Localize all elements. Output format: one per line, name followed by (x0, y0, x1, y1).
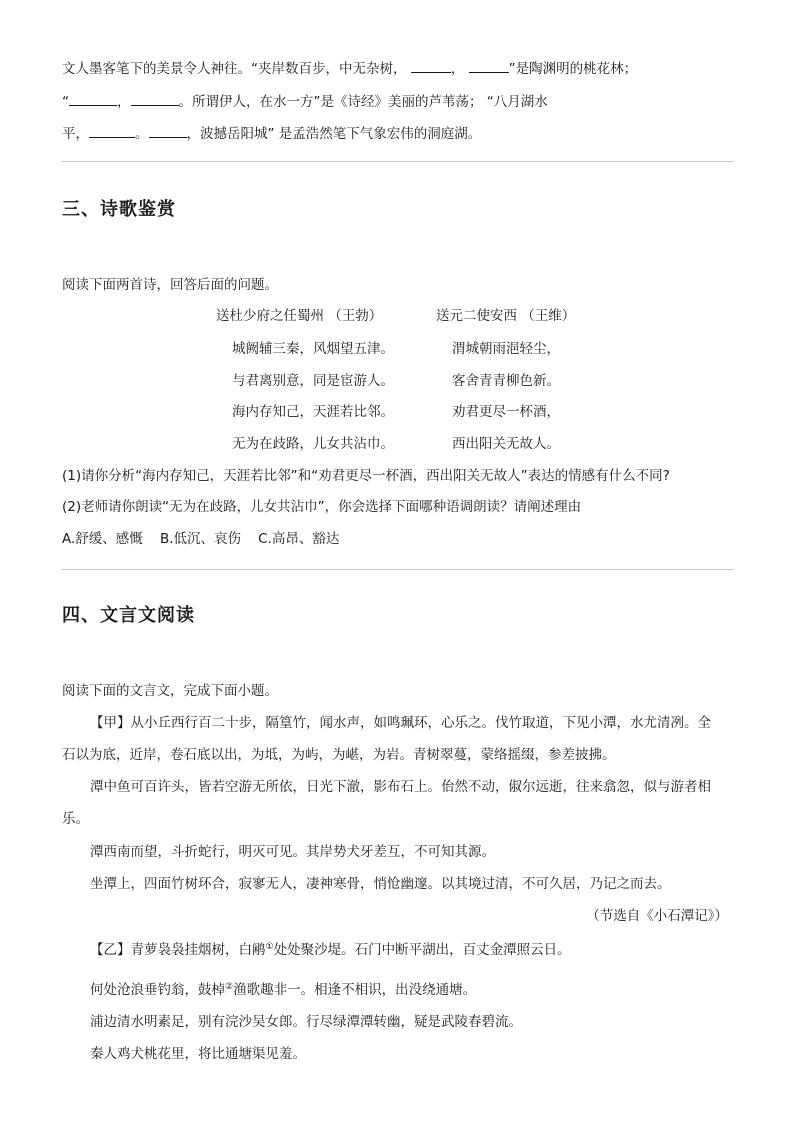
passage-line: 石以为底，近岸，卷石底以出，为坻，为屿，为嵁，为岩。青树翠蔓，蒙络摇缀，参差披拂。 (62, 747, 616, 763)
poem-yi-line (90, 980, 476, 1000)
section-heading-classical: 四、文言文阅读 (62, 605, 195, 626)
fill-text: 文人墨客笔下的美景令人神往。“夹岸数百步，中无杂树， (62, 61, 407, 77)
answer-blank[interactable] (69, 91, 117, 106)
footnote-marker: ② (225, 982, 234, 992)
passage-source: （节选自《小石潭记》） (586, 908, 728, 924)
question-2: (2)老师请你朗读“无为在歧路，儿女共沾巾”，你会选择下面哪种语调朗读？请阐述理由 (62, 499, 582, 515)
poem-line: 海内存知己，天涯若比邻。 (232, 404, 394, 420)
fill-text: 平， (62, 126, 89, 142)
poem-line: 客舍青青柳色新。 (452, 373, 560, 389)
poem-line: 渭城朝雨浥轻尘， (452, 341, 560, 357)
poem-text: 何处沧浪垂钓翁，鼓棹 (90, 982, 225, 998)
section-heading-poetry: 三、诗歌鉴赏 (62, 199, 176, 220)
answer-blank[interactable] (131, 91, 179, 106)
fill-text: ”是陶渊明的桃花林； (508, 61, 638, 77)
fill-text: 。 (135, 126, 149, 142)
poem-yi-line: 浦边清水明素足，别有浣沙吴女郎。行尽绿潭潭转幽，疑是武陵春碧流。 (90, 1014, 522, 1030)
fill-text: ， (117, 94, 131, 110)
poem-line: 城阙辅三秦，风烟望五津。 (232, 341, 394, 357)
question-1: (1)请你分析“海内存知己，天涯若比邻”和“劝君更尽一杯酒，西出阳关无故人”表达的情感有什么不同? (62, 468, 670, 484)
answer-blank[interactable] (149, 123, 187, 138)
answer-blank[interactable] (89, 123, 135, 138)
poem-line: 与君离别意，同是宦游人。 (232, 373, 394, 389)
answer-options: A.舒缓、感慨 B.低沉、哀伤 C.高昂、豁达 (62, 531, 340, 547)
passage-line: 乐。 (62, 811, 89, 827)
poem-text: 渔歌趣非一。相逢不相识，出没绕通塘。 (233, 982, 477, 998)
fill-text: 。所谓伊人，在水一方”是《诗经》美丽的芦苇荡； “八月湖水 (178, 94, 548, 110)
section-divider (62, 161, 734, 162)
fill-text: “ (62, 94, 69, 110)
poem-text: 处处聚沙堤。石门中断平湖出，百丈金潭照云日。 (273, 942, 571, 958)
passage-line: 【甲】从小丘西行百二十步，隔篁竹，闻水声，如鸣珮环，心乐之。伐竹取道，下见小潭，水尤清冽。全 (90, 715, 711, 731)
poem-title-2: 送元二使安西 （王维） (436, 308, 576, 324)
fill-blank-line-1 (62, 58, 637, 79)
fill-text: ， (450, 61, 465, 77)
fill-text: ，波撼岳阳城” 是孟浩然笔下气象宏伟的洞庭湖。 (186, 126, 482, 142)
poem-line: 劝君更尽一杯酒， (452, 404, 560, 420)
passage-line: 潭中鱼可百许头，皆若空游无所依，日光下澈，影布石上。佁然不动，俶尔远逝，往来翕忽，似与游者相 (90, 779, 711, 795)
poem-text: 【乙】青萝袅袅挂烟树，白鹇 (90, 942, 266, 958)
passage-line: 坐潭上，四面竹树环合，寂寥无人，凄神寒骨，悄怆幽邃。以其境过清，不可久居，乃记之而去。 (90, 876, 671, 892)
answer-blank[interactable] (469, 58, 509, 73)
poem-title-1: 送杜少府之任蜀州 （王勃） (216, 308, 383, 324)
poem-line: 无为在歧路，儿女共沾巾。 (232, 436, 394, 452)
section-intro: 阅读下面两首诗，回答后面的问题。 (62, 277, 278, 293)
section-intro: 阅读下面的文言文，完成下面小题。 (62, 683, 278, 699)
answer-blank[interactable] (411, 58, 451, 73)
fill-blank-line-2 (62, 91, 548, 112)
footnote-marker: ① (265, 942, 274, 952)
fill-blank-line-3 (62, 123, 481, 144)
section-divider (62, 569, 734, 570)
poem-line: 西出阳关无故人。 (452, 436, 560, 452)
poem-yi-line (90, 940, 571, 960)
poem-yi-line: 秦人鸡犬桃花里，将比通塘渠见羞。 (90, 1046, 306, 1062)
passage-line: 潭西南而望，斗折蛇行，明灭可见。其岸势犬牙差互，不可知其源。 (90, 844, 495, 860)
